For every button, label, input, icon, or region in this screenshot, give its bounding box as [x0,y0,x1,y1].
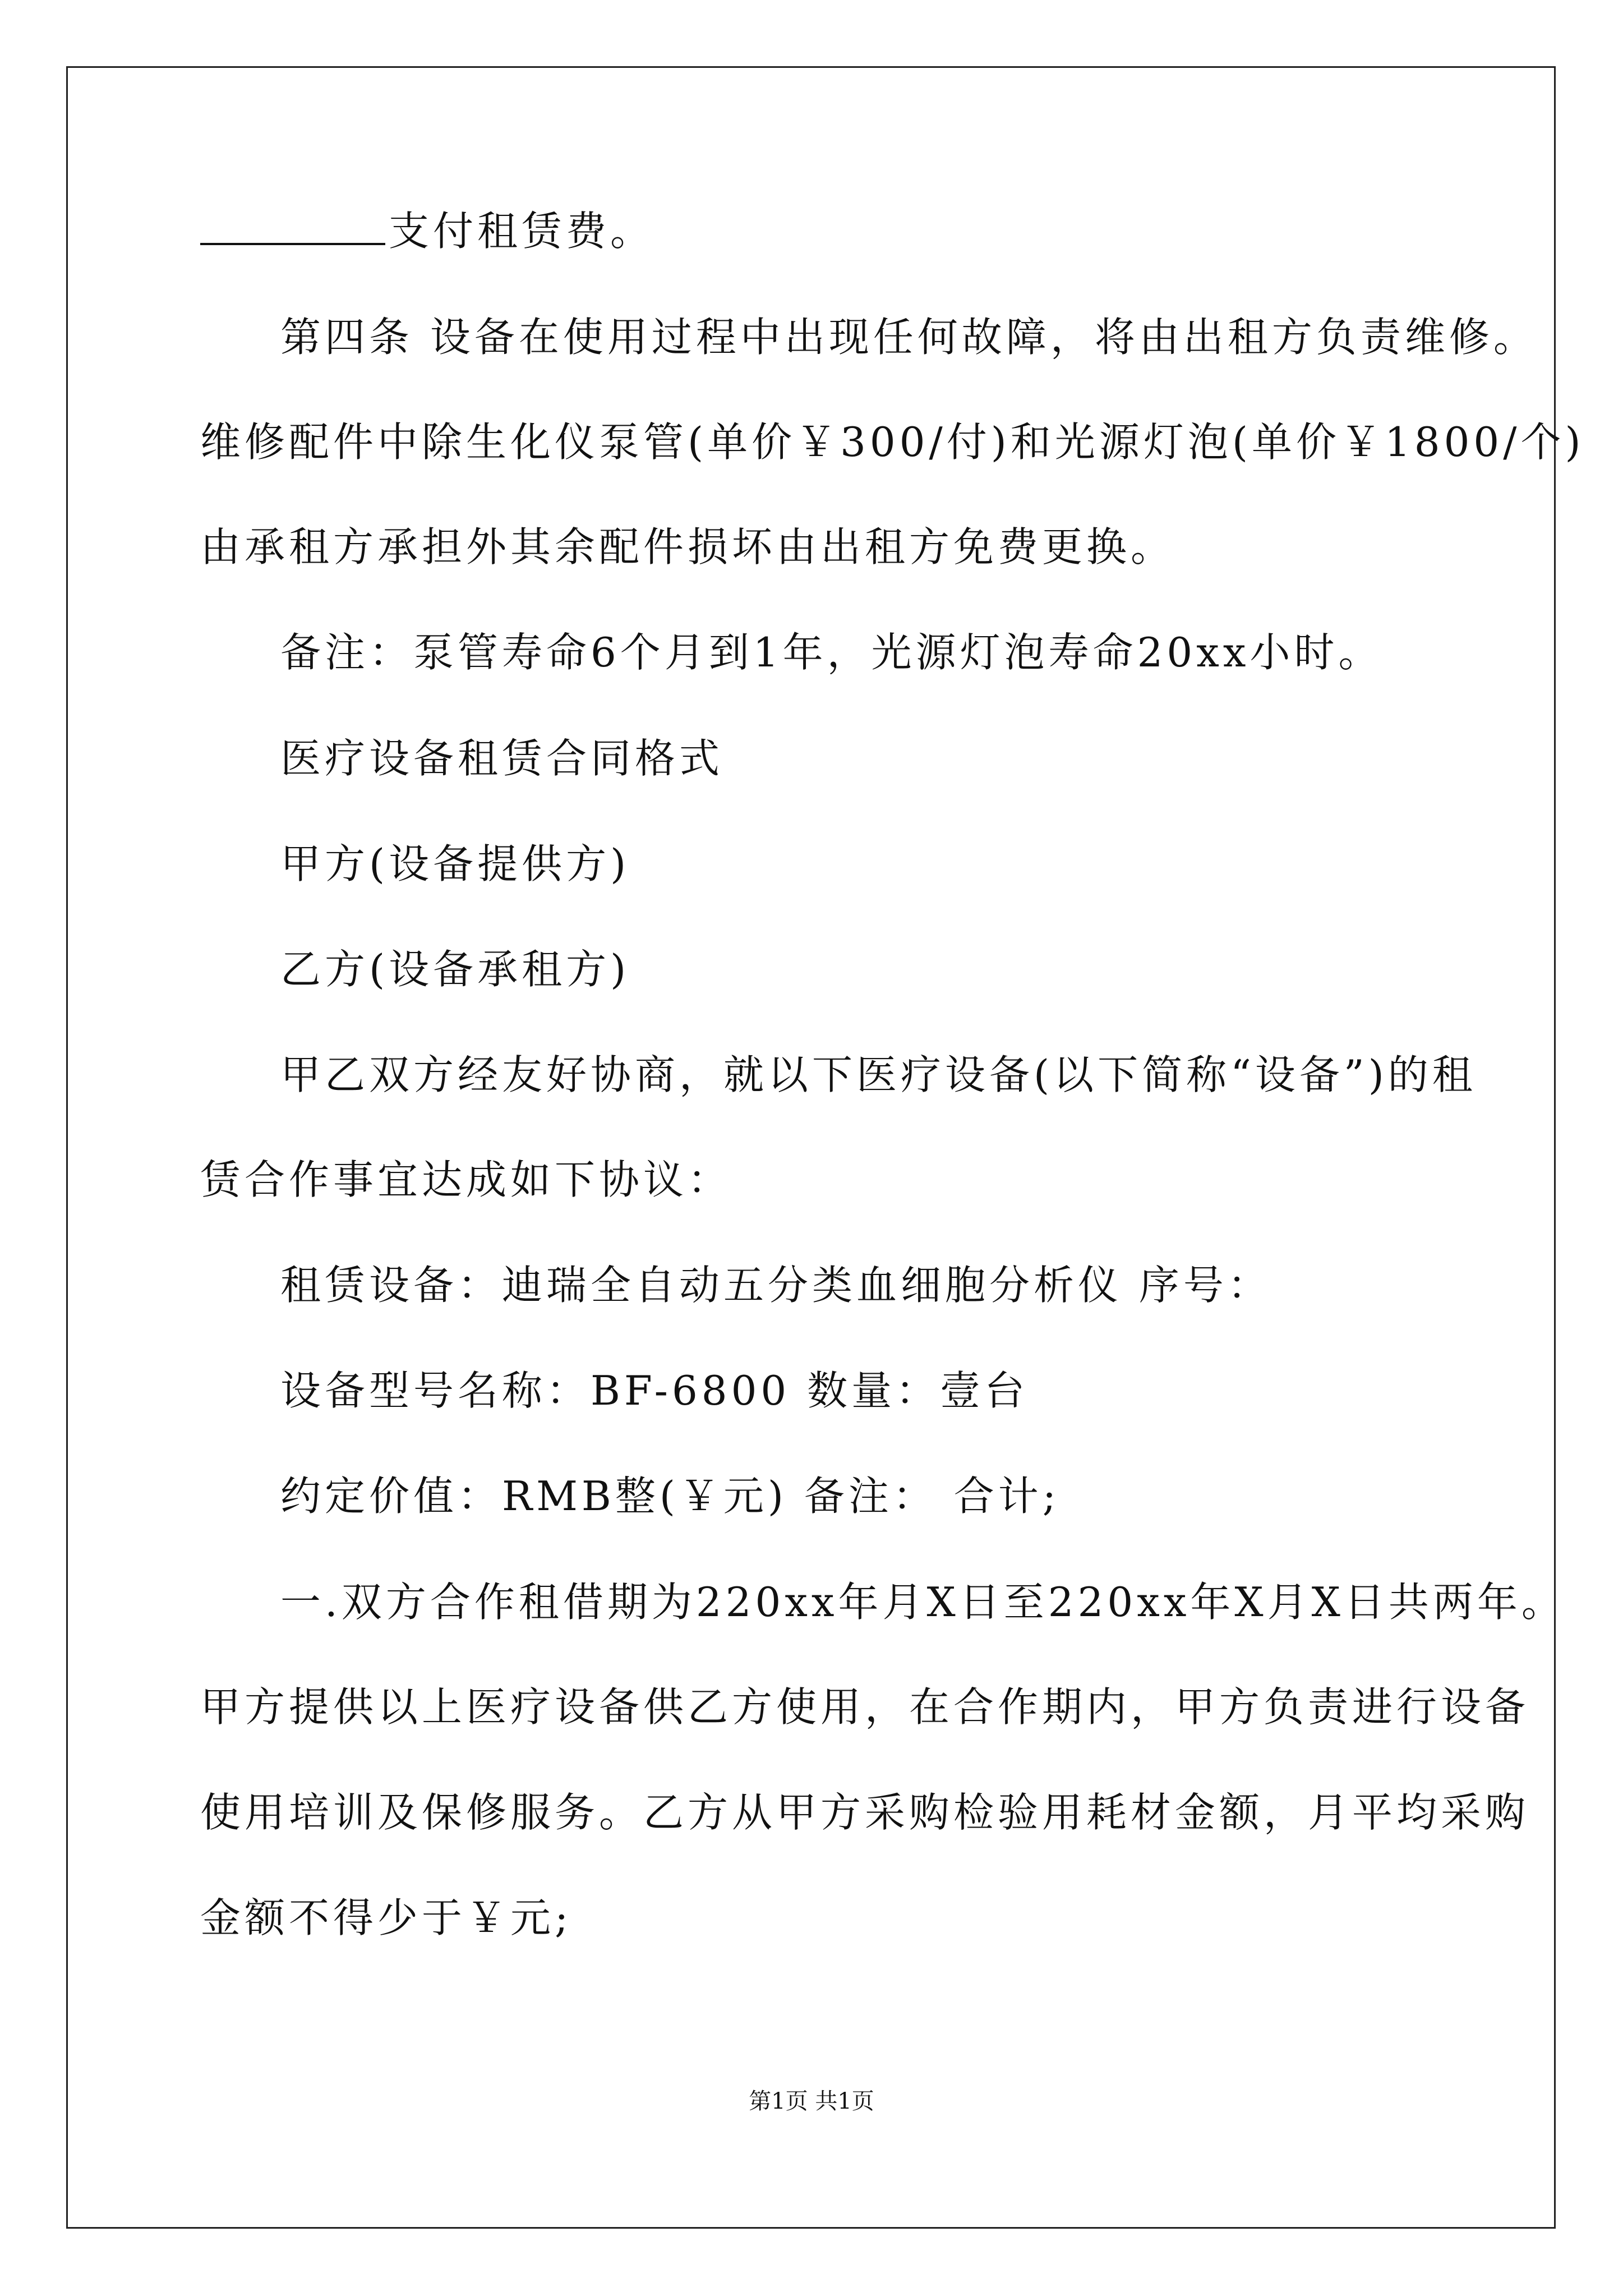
text-line-remark-lifespan: 备注：泵管寿命6个月到1年，光源灯泡寿命20xx小时。 [280,629,1383,676]
text-line-agreed-value: 约定价值：RMB整(￥元) 备注： 合计; [280,1473,1061,1520]
text-line-1-content: 支付租赁费。 [389,208,655,255]
page-footer: 第1页 共1页 [749,2088,874,2114]
text-line-lessee-burden: 由承租方承担外其余配件损坏由出租方免费更换。 [200,523,1175,570]
text-line-agreement-intro-cont: 赁合作事宜达成如下协议： [200,1156,732,1203]
section-heading-contract-format: 医疗设备租赁合同格式 [280,735,724,782]
text-line-agreement-intro: 甲乙双方经友好协商，就以下医疗设备(以下简称“设备”)的租 [280,1051,1477,1098]
text-line-clause-1: 一.双方合作租借期为220xx年月X日至220xx年X月X日共两年。 [280,1579,1566,1626]
text-line-model-quantity: 设备型号名称：BF-6800 数量：壹台 [280,1367,1029,1414]
text-line-repair-parts: 维修配件中除生化仪泵管(单价￥300/付)和光源灯泡(单价￥1800/个) [200,418,1585,466]
text-line-leased-equipment: 租赁设备：迪瑞全自动五分类血细胞分析仪 序号： [280,1262,1272,1309]
text-line-party-a: 甲方(设备提供方) [280,840,630,887]
text-line-clause-1-cont-2: 使用培训及保修服务。乙方从甲方采购检验用耗材金额，月平均采购 [200,1789,1530,1836]
text-line-party-b: 乙方(设备承租方) [280,946,630,993]
fill-in-blank[interactable] [200,207,385,245]
text-line-article-4: 第四条 设备在使用过程中出现任何故障，将由出租方负责维修。 [280,314,1538,361]
text-line-clause-1-cont-3: 金额不得少于￥元; [200,1894,573,1941]
text-line-clause-1-cont-1: 甲方提供以上医疗设备供乙方使用，在合作期内，甲方负责进行设备 [200,1683,1530,1731]
text-line-payment [200,205,654,257]
